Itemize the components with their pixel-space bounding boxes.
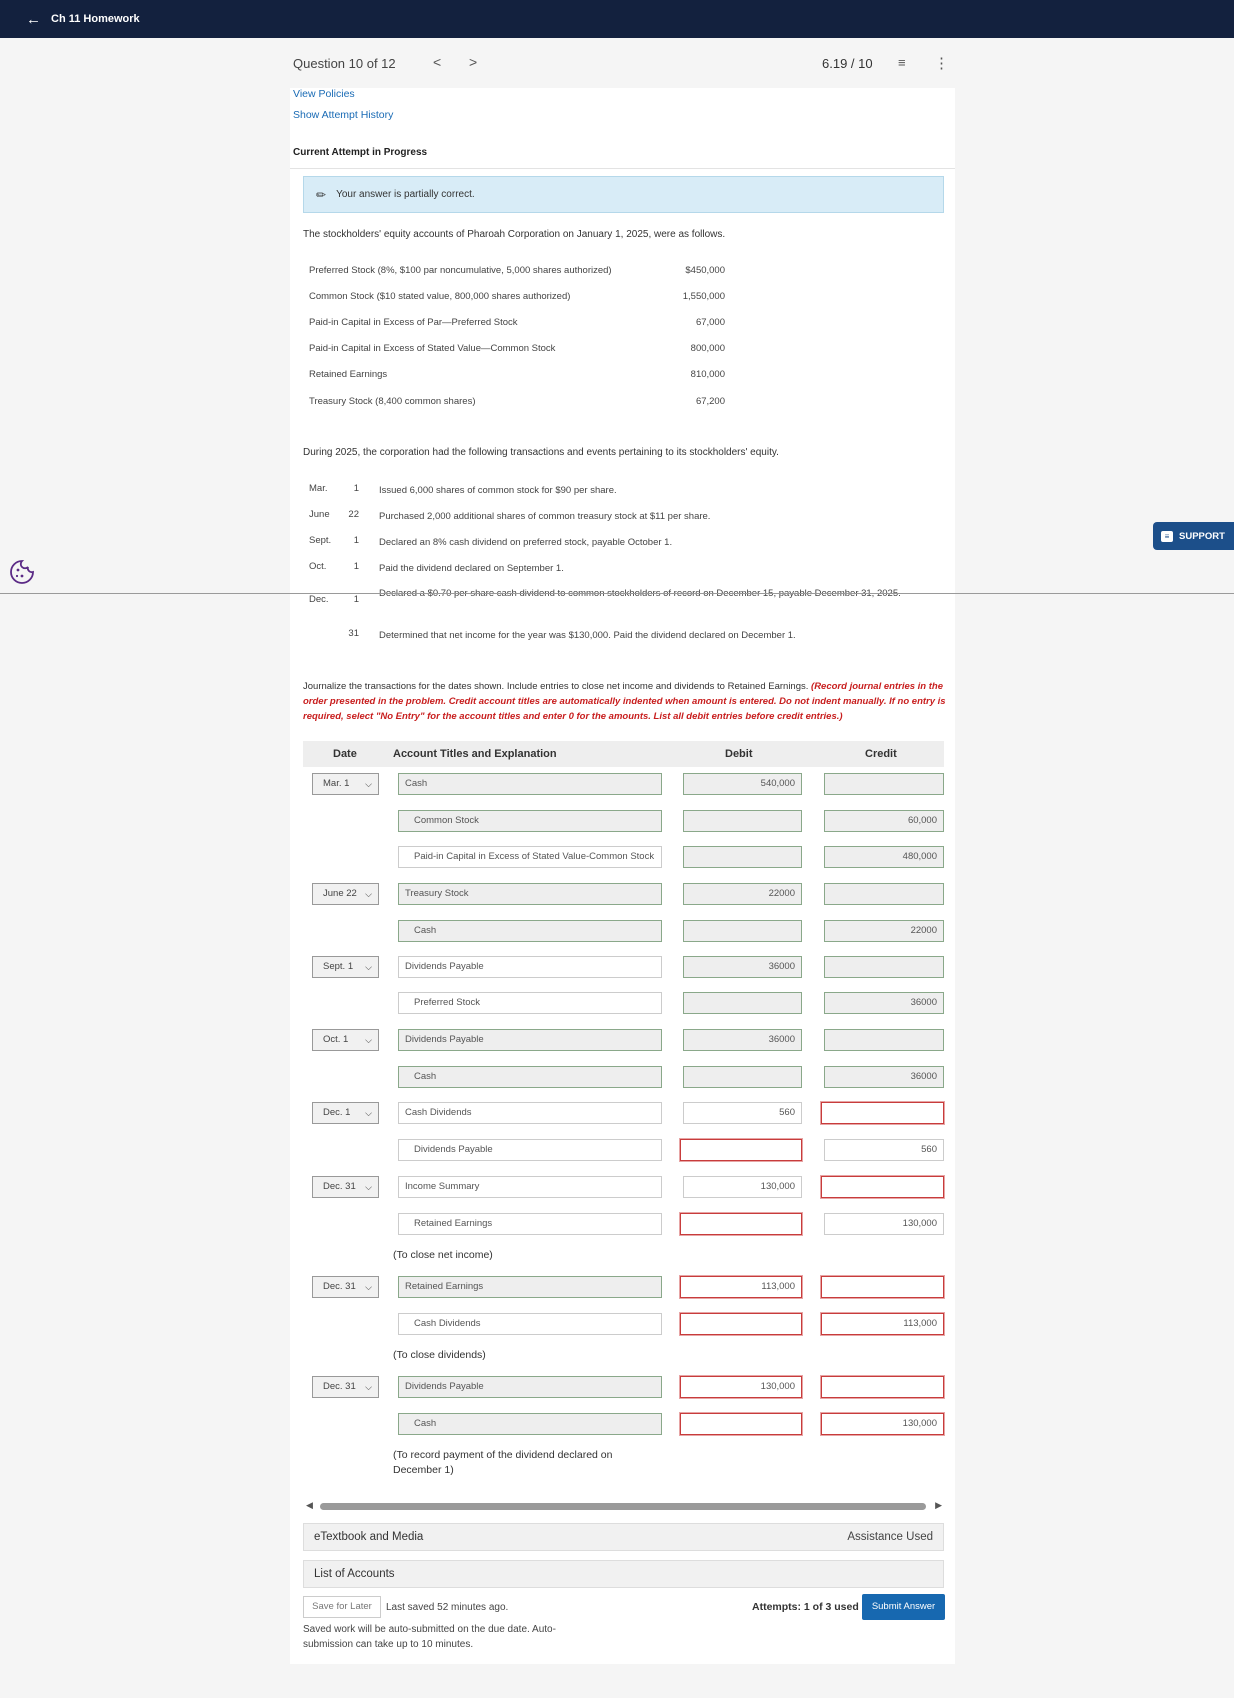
account-field[interactable]: Preferred Stock bbox=[398, 992, 662, 1014]
tx-day: 1 bbox=[353, 483, 359, 494]
debit-field[interactable]: 130,000 bbox=[680, 1376, 802, 1398]
tx-day: 31 bbox=[348, 628, 359, 639]
question-number: Question 10 of 12 bbox=[293, 56, 396, 71]
next-question-button[interactable]: > bbox=[469, 54, 478, 70]
auto-submit-note: Saved work will be auto-submitted on the due date. Auto-submission can take up to 10 minutes. bbox=[303, 1624, 556, 1650]
date-select[interactable] bbox=[312, 1176, 379, 1198]
equity-label: Treasury Stock (8,400 common shares) bbox=[309, 396, 476, 407]
credit-field[interactable] bbox=[824, 1029, 944, 1051]
divider bbox=[290, 168, 955, 169]
credit-field[interactable]: 36000 bbox=[824, 992, 944, 1014]
save-for-later-button[interactable]: Save for Later bbox=[303, 1596, 381, 1618]
date-value: Sept. 1 bbox=[323, 961, 354, 972]
date-value: Dec. 31 bbox=[323, 1381, 356, 1392]
debit-field[interactable]: 36000 bbox=[683, 1029, 802, 1051]
tx-month: Sept. bbox=[309, 535, 332, 546]
credit-field[interactable]: 560 bbox=[824, 1139, 944, 1161]
debit-field[interactable] bbox=[680, 1413, 802, 1435]
account-field[interactable]: Retained Earnings bbox=[398, 1213, 662, 1235]
credit-field[interactable] bbox=[821, 1276, 944, 1298]
debit-field[interactable]: 22000 bbox=[683, 883, 802, 905]
question-header bbox=[290, 38, 955, 88]
debit-field[interactable] bbox=[680, 1313, 802, 1335]
credit-field[interactable] bbox=[821, 1102, 944, 1124]
debit-field[interactable] bbox=[683, 992, 802, 1014]
assistance-used: Assistance Used bbox=[847, 1531, 933, 1543]
account-field[interactable]: Cash bbox=[398, 920, 662, 942]
credit-field[interactable]: 22000 bbox=[824, 920, 944, 942]
col-credit: Credit bbox=[865, 748, 897, 760]
date-value: Oct. 1 bbox=[323, 1034, 349, 1045]
tx-month: June bbox=[309, 509, 330, 520]
date-value: Dec. 1 bbox=[323, 1107, 351, 1118]
date-select[interactable] bbox=[312, 1276, 379, 1298]
horizontal-scrollbar[interactable] bbox=[306, 1500, 942, 1512]
credit-field[interactable]: 60,000 bbox=[824, 810, 944, 832]
question-list-icon[interactable]: ≡ bbox=[898, 55, 906, 70]
etextbook-link[interactable]: eTextbook and Media bbox=[314, 1531, 424, 1543]
account-field[interactable]: Dividends Payable bbox=[398, 1029, 662, 1051]
attempts-count: Attempts: 1 of 3 used bbox=[752, 1601, 859, 1613]
credit-field[interactable] bbox=[824, 956, 944, 978]
date-value: Mar. 1 bbox=[323, 778, 350, 789]
account-field[interactable]: Retained Earnings bbox=[398, 1276, 662, 1298]
equity-row bbox=[309, 396, 725, 410]
account-field[interactable]: Cash Dividends bbox=[398, 1102, 662, 1124]
debit-field[interactable]: 560 bbox=[683, 1102, 802, 1124]
debit-field[interactable] bbox=[680, 1139, 802, 1161]
account-field[interactable]: Cash bbox=[398, 773, 662, 795]
credit-field[interactable]: 36000 bbox=[824, 1066, 944, 1088]
chevron-down-icon: ⌵ bbox=[365, 1182, 372, 1192]
support-button[interactable] bbox=[1153, 522, 1234, 550]
tx-text: Determined that net income for the year was $130,000. Paid the dividend declared on December 1. bbox=[379, 630, 796, 641]
etextbook-panel[interactable] bbox=[303, 1523, 944, 1551]
debit-field[interactable]: 113,000 bbox=[680, 1276, 802, 1298]
tx-text: Paid the dividend declared on September 1. bbox=[379, 563, 564, 574]
chevron-down-icon: ⌵ bbox=[365, 962, 372, 972]
list-of-accounts-link[interactable]: List of Accounts bbox=[314, 1568, 395, 1580]
date-select[interactable] bbox=[312, 1376, 379, 1398]
journal-table-header bbox=[303, 741, 944, 767]
date-select[interactable] bbox=[312, 956, 379, 978]
entry-note: (To close net income) bbox=[393, 1249, 493, 1261]
debit-field[interactable]: 130,000 bbox=[683, 1176, 802, 1198]
col-date: Date bbox=[333, 748, 357, 760]
chat-icon: ≡ bbox=[1161, 531, 1173, 542]
current-attempt-heading: Current Attempt in Progress bbox=[293, 147, 428, 158]
tx-text: Issued 6,000 shares of common stock for $90 per share. bbox=[379, 485, 617, 496]
top-bar bbox=[0, 0, 1234, 38]
account-field[interactable]: Cash Dividends bbox=[398, 1313, 662, 1335]
last-saved-text: Last saved 52 minutes ago. bbox=[386, 1602, 509, 1613]
more-options-icon[interactable]: ⋮ bbox=[934, 55, 949, 72]
chevron-down-icon: ⌵ bbox=[365, 779, 372, 789]
account-field[interactable]: Dividends Payable bbox=[398, 1139, 662, 1161]
tx-day: 22 bbox=[348, 509, 359, 520]
equity-label: Preferred Stock (8%, $100 par noncumulative, 5,000 shares authorized) bbox=[309, 265, 612, 276]
equity-row bbox=[309, 369, 725, 383]
transactions-intro: During 2025, the corporation had the following transactions and events pertaining to its stockholders' equity. bbox=[303, 447, 779, 458]
date-value: Dec. 31 bbox=[323, 1181, 356, 1192]
equity-amount: 800,000 bbox=[690, 343, 725, 354]
date-select[interactable] bbox=[312, 773, 379, 795]
notice-text: Your answer is partially correct. bbox=[336, 189, 475, 200]
credit-field[interactable] bbox=[824, 773, 944, 795]
tx-text: Purchased 2,000 additional shares of common treasury stock at $11 per share. bbox=[379, 511, 711, 522]
credit-field[interactable] bbox=[821, 1176, 944, 1198]
account-field[interactable]: Paid-in Capital in Excess of Stated Value-Common Stock bbox=[398, 846, 662, 868]
partial-correct-notice bbox=[303, 176, 944, 213]
credit-field[interactable] bbox=[821, 1376, 944, 1398]
debit-field[interactable] bbox=[680, 1213, 802, 1235]
equity-label: Retained Earnings bbox=[309, 369, 388, 380]
tx-month: Dec. bbox=[309, 594, 329, 605]
assignment-title[interactable]: Ch 11 Homework bbox=[51, 13, 140, 25]
equity-label: Paid-in Capital in Excess of Par—Preferred Stock bbox=[309, 317, 518, 328]
account-field[interactable]: Cash bbox=[398, 1413, 662, 1435]
debit-field[interactable]: 36000 bbox=[683, 956, 802, 978]
tx-day: 1 bbox=[353, 594, 359, 605]
date-select[interactable] bbox=[312, 1102, 379, 1124]
date-select[interactable] bbox=[312, 883, 379, 905]
col-debit: Debit bbox=[725, 748, 753, 760]
scroll-right-icon[interactable]: ▶ bbox=[935, 1500, 942, 1510]
credit-field[interactable]: 130,000 bbox=[821, 1413, 944, 1435]
attempt-history-link[interactable]: Show Attempt History bbox=[293, 109, 394, 121]
equity-amount: 67,000 bbox=[695, 317, 725, 328]
account-field[interactable]: Cash bbox=[398, 1066, 662, 1088]
equity-amount: $450,000 bbox=[685, 265, 725, 276]
tx-month: Mar. bbox=[309, 483, 328, 494]
account-field[interactable]: Common Stock bbox=[398, 810, 662, 832]
equity-row bbox=[309, 291, 725, 305]
problem-intro: The stockholders' equity accounts of Pharoah Corporation on January 1, 2025, were as follows. bbox=[303, 229, 726, 240]
cookie-icon[interactable] bbox=[8, 558, 36, 586]
equity-row bbox=[309, 343, 725, 357]
tx-month: Oct. bbox=[309, 561, 327, 572]
credit-field[interactable] bbox=[824, 883, 944, 905]
view-policies-link[interactable]: View Policies bbox=[293, 88, 355, 100]
account-field[interactable]: Treasury Stock bbox=[398, 883, 662, 905]
equity-amount: 1,550,000 bbox=[682, 291, 725, 302]
date-value: June 22 bbox=[323, 888, 357, 899]
chevron-down-icon: ⌵ bbox=[365, 1108, 372, 1118]
scrollbar-thumb[interactable] bbox=[320, 1503, 926, 1510]
tx-text: Declared an 8% cash dividend on preferred stock, payable October 1. bbox=[379, 537, 673, 548]
equity-amount: 67,200 bbox=[695, 396, 725, 407]
chevron-down-icon: ⌵ bbox=[365, 1035, 372, 1045]
submit-answer-button[interactable]: Submit Answer bbox=[862, 1594, 945, 1620]
debit-field[interactable]: 540,000 bbox=[683, 773, 802, 795]
account-field[interactable]: Dividends Payable bbox=[398, 956, 662, 978]
chevron-down-icon: ⌵ bbox=[365, 1282, 372, 1292]
scroll-left-icon[interactable]: ◀ bbox=[306, 1500, 313, 1510]
date-select[interactable] bbox=[312, 1029, 379, 1051]
debit-field[interactable] bbox=[683, 810, 802, 832]
back-arrow-icon[interactable]: ← bbox=[26, 10, 41, 28]
equity-amount: 810,000 bbox=[690, 369, 725, 380]
debit-field[interactable] bbox=[683, 846, 802, 868]
chevron-down-icon: ⌵ bbox=[365, 889, 372, 899]
instructions bbox=[303, 679, 947, 724]
date-value: Dec. 31 bbox=[323, 1281, 356, 1292]
debit-field[interactable] bbox=[683, 920, 802, 942]
instructions-text: Journalize the transactions for the dates shown. Include entries to close net income and dividends to Retained Earnings. bbox=[303, 681, 812, 692]
col-account: Account Titles and Explanation bbox=[393, 748, 557, 760]
score: 6.19 / 10 bbox=[822, 56, 873, 71]
prev-question-button[interactable]: < bbox=[433, 54, 442, 70]
equity-row bbox=[309, 265, 725, 279]
equity-row bbox=[309, 317, 725, 331]
equity-label: Paid-in Capital in Excess of Stated Value—Common Stock bbox=[309, 343, 556, 354]
equity-label: Common Stock ($10 stated value, 800,000 shares authorized) bbox=[309, 291, 571, 302]
credit-field[interactable]: 480,000 bbox=[824, 846, 944, 868]
page-divider-line bbox=[0, 593, 1234, 594]
chevron-down-icon: ⌵ bbox=[365, 1382, 372, 1392]
pencil-icon: ✏ bbox=[316, 187, 327, 202]
tx-day: 1 bbox=[353, 535, 359, 546]
account-field[interactable]: Dividends Payable bbox=[398, 1376, 662, 1398]
account-field[interactable]: Income Summary bbox=[398, 1176, 662, 1198]
credit-field[interactable]: 130,000 bbox=[824, 1213, 944, 1235]
list-of-accounts-panel[interactable] bbox=[303, 1560, 944, 1588]
instructions-note: (Record journal entries in the order presented in the problem. Credit account titles are automatically indented when amount is entered. Do not indent manually. If no entry is required, select "No Entry" for the account titles and enter 0 for the amounts. List all debit entries before credit entries.) bbox=[303, 681, 946, 722]
entry-note: (To record payment of the dividend declared on December 1) bbox=[393, 1449, 613, 1476]
credit-field[interactable]: 113,000 bbox=[821, 1313, 944, 1335]
support-label: SUPPORT bbox=[1179, 530, 1225, 542]
entry-note: (To close dividends) bbox=[393, 1349, 486, 1361]
tx-day: 1 bbox=[353, 561, 359, 572]
debit-field[interactable] bbox=[683, 1066, 802, 1088]
